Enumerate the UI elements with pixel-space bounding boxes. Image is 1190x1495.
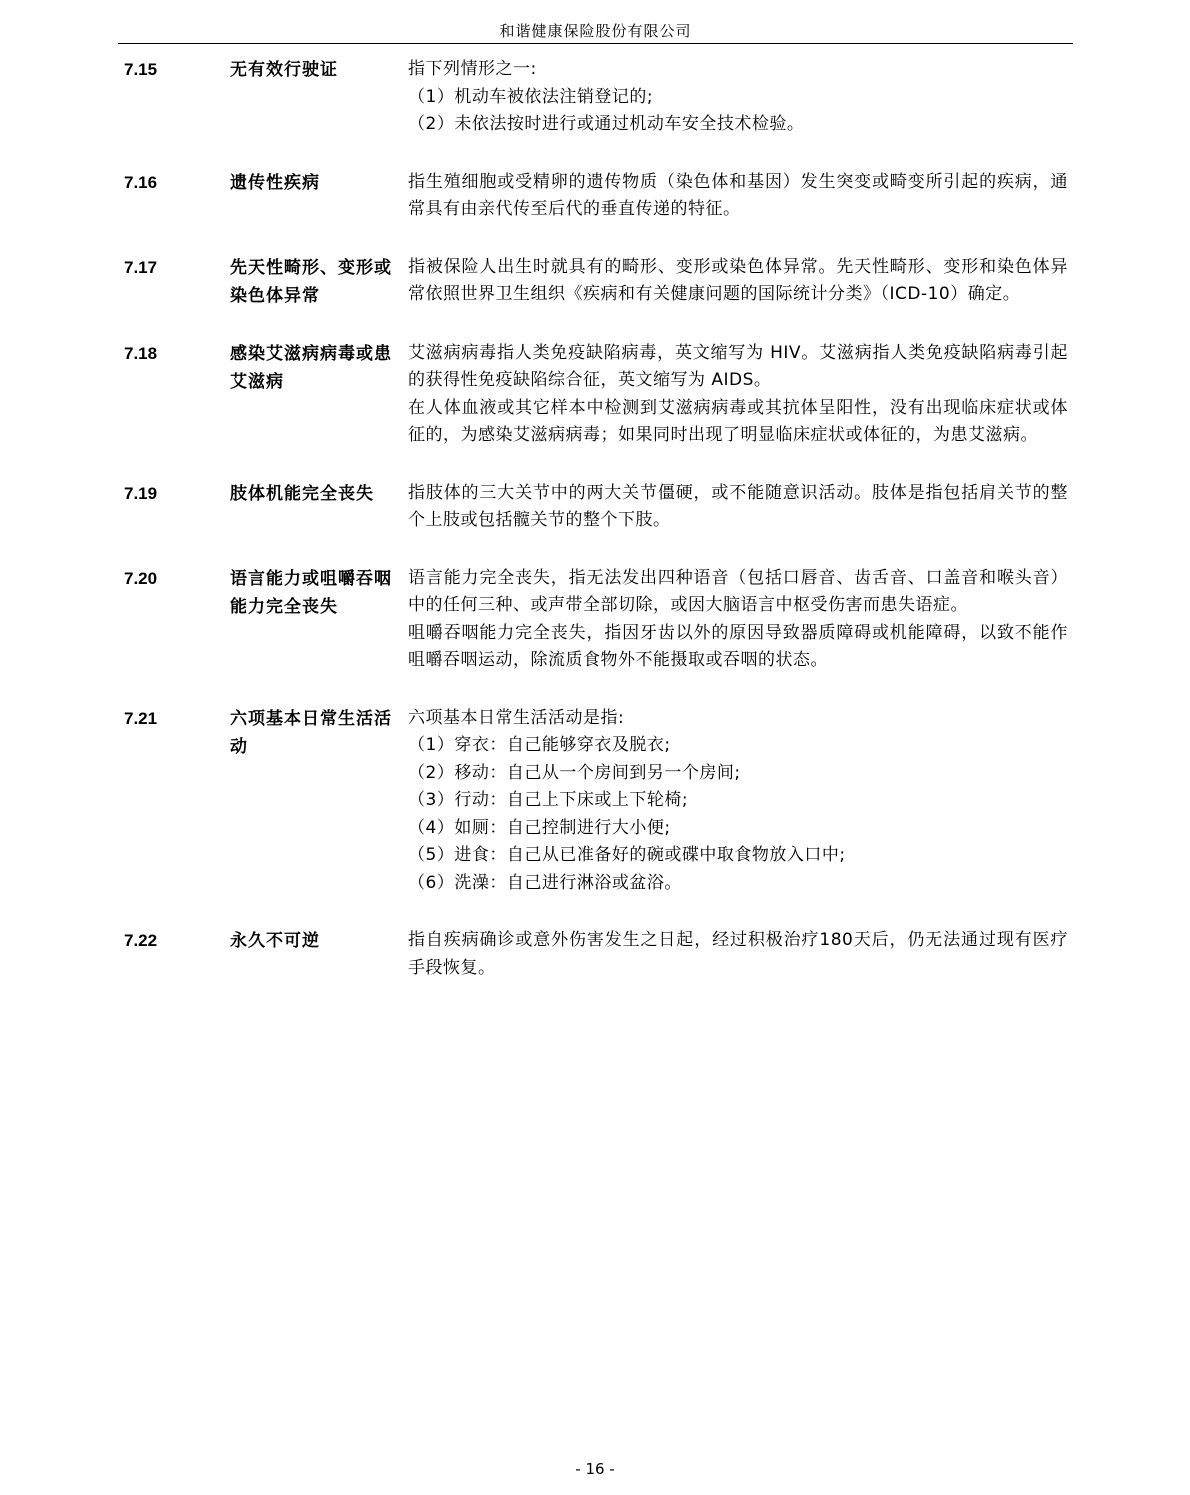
definition-paragraph: 六项基本日常生活活动是指: <box>408 707 625 728</box>
definition-paragraph: （3）行动：自己上下床或上下轮椅; <box>408 790 689 810</box>
clause-number: 7.21 <box>124 708 158 728</box>
definition-paragraph: 艾滋病病毒指人类免疫缺陷病毒，英文缩写为 HIV。艾滋病指人类免疫缺陷病毒引起的获得性免疫缺陷综合征，英文缩写为 AIDS。 <box>408 342 1068 390</box>
clause-number: 7.15 <box>124 60 158 79</box>
definition-paragraph: （6）洗澡：自己进行淋浴或盆浴。 <box>408 872 682 893</box>
definition-text <box>408 705 1068 898</box>
definition-text <box>408 340 1068 450</box>
definition-text <box>408 56 1068 139</box>
definition-entry <box>124 705 1068 898</box>
defined-term: 语言能力或咀嚼吞咽能力完全丧失 <box>230 568 392 617</box>
definition-paragraph: 在人体血液或其它样本中检测到艾滋病病毒或其抗体呈阳性，没有出现临床症状或体征的，为感染艾滋病病毒；如果同时出现了明显临床症状或体征的，为患艾滋病。 <box>408 397 1068 445</box>
definition-paragraph: 语言能力完全丧失，指无法发出四种语音（包括口唇音、齿舌音、口盖音和喉头音）中的任何三种、或声带全部切除，或因大脑语言中枢受伤害而患失语症。 <box>408 567 1068 615</box>
defined-term: 先天性畸形、变形或染色体异常 <box>230 257 392 306</box>
definition-text <box>408 254 1068 309</box>
page-number: - 16 - <box>575 1460 615 1478</box>
definition-text <box>408 169 1068 224</box>
definition-entry <box>124 340 1068 450</box>
clause-number: 7.16 <box>124 172 158 192</box>
clause-number: 7.19 <box>124 483 158 503</box>
definition-paragraph: （1）机动车被依法注销登记的; <box>408 86 654 107</box>
clause-number: 7.20 <box>124 568 158 588</box>
defined-term: 遗传性疾病 <box>230 172 320 193</box>
defined-term: 永久不可逆 <box>230 931 320 951</box>
definition-paragraph: 指被保险人出生时就具有的畸形、变形或染色体异常。先天性畸形、变形和染色体异常依照世界卫生组织《疾病和有关健康问题的国际统计分类》（ICD-10）确定。 <box>408 256 1068 304</box>
definition-entry <box>124 480 1068 535</box>
definition-text <box>408 480 1068 535</box>
definition-entry <box>124 254 1068 310</box>
definition-paragraph: 指生殖细胞或受精卵的遗传物质（染色体和基因）发生突变或畸变所引起的疾病，通常具有由亲代传至后代的垂直传递的特征。 <box>408 171 1068 219</box>
definition-paragraph: （2）未依法按时进行或通过机动车安全技术检验。 <box>408 114 805 134</box>
definition-entry <box>124 169 1068 224</box>
definition-entry <box>124 565 1068 675</box>
definition-paragraph: 指肢体的三大关节中的两大关节僵硬，或不能随意识活动。肢体是指包括肩关节的整个上肢或包括髋关节的整个下肢。 <box>408 482 1068 530</box>
clause-number: 7.22 <box>124 931 158 950</box>
defined-term: 无有效行驶证 <box>230 60 338 80</box>
definition-entry <box>124 56 1068 139</box>
definition-paragraph: 指自疾病确诊或意外伤害发生之日起，经过积极治疗180天后，仍无法通过现有医疗手段恢复。 <box>408 930 1068 978</box>
definition-paragraph: （1）穿衣：自己能够穿衣及脱衣; <box>408 735 671 755</box>
definition-paragraph: （5）进食：自己从已准备好的碗或碟中取食物放入口中; <box>408 845 846 865</box>
definition-text <box>408 927 1068 982</box>
definition-paragraph: （4）如厕：自己控制进行大小便; <box>408 817 671 838</box>
definition-paragraph: 咀嚼吞咽能力完全丧失，指因牙齿以外的原因导致器质障碍或机能障碍，以致不能作咀嚼吞咽运动，除流质食物外不能摄取或吞咽的状态。 <box>408 622 1068 670</box>
definition-paragraph: 指下列情形之一: <box>408 59 537 79</box>
header-rule <box>118 43 1073 44</box>
clause-number: 7.18 <box>124 343 158 363</box>
definition-entry <box>124 927 1068 982</box>
defined-term: 六项基本日常生活活动 <box>230 708 392 757</box>
definition-paragraph: （2）移动：自己从一个房间到另一个房间; <box>408 762 741 783</box>
clause-number: 7.17 <box>124 257 158 277</box>
defined-term: 感染艾滋病病毒或患艾滋病 <box>230 343 392 392</box>
document-header: 和谐健康保险股份有限公司 <box>499 22 692 40</box>
definitions-list <box>124 56 1068 1012</box>
definition-text <box>408 565 1068 675</box>
defined-term: 肢体机能完全丧失 <box>230 483 374 504</box>
